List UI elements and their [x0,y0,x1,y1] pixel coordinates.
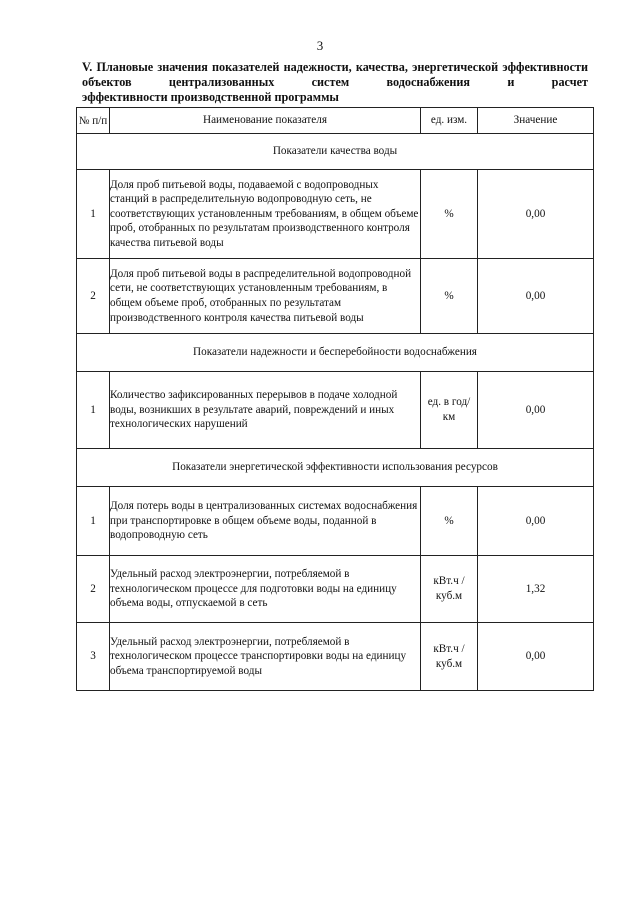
column-header-name: Наименование показателя [110,108,421,134]
section-title-energy: Показатели энергетической эффективности использования ресурсов [77,449,594,487]
row-number: 1 [77,487,110,556]
indicator-name: Доля проб питьевой воды в распределительной водопроводной сети, не соответствующих установленным требованиям, в общем объеме проб, отобранных по результатам производственного контроля качества питьевой воды [110,259,421,334]
table-row [77,170,594,259]
row-number: 3 [77,623,110,691]
section-row [77,334,594,372]
section-title-quality: Показатели качества воды [77,134,594,170]
indicator-value: 0,00 [478,259,594,334]
heading-line-2: эффективности объектов централизованных систем водоснабжения и расчет [82,60,589,89]
indicator-value: 0,00 [478,372,594,449]
indicator-name: Доля потерь воды в централизованных системах водоснабжения при транспортировке в общем объеме воды, поданной в водопроводную сеть [110,487,421,556]
indicator-unit: кВт.ч / куб.м [421,556,478,623]
row-number: 1 [77,372,110,449]
indicator-value: 1,32 [478,556,594,623]
indicator-name: Количество зафиксированных перерывов в подаче холодной воды, возникших в результате аварий, повреждений и иных технологических нарушений [110,372,421,449]
column-header-unit: ед. изм. [421,108,478,134]
section-heading [82,60,588,105]
indicator-name: Доля проб питьевой воды, подаваемой с водопроводных станций в распределительную водопроводную сеть, не соответствующих установленным требованиям, в общем объеме проб, отобранных по результатам производственного контроля качества питьевой воды [110,170,421,259]
indicator-value: 0,00 [478,487,594,556]
table-row [77,372,594,449]
table-header-row [77,108,594,134]
column-header-value: Значение [478,108,594,134]
table-row [77,487,594,556]
indicator-name: Удельный расход электроэнергии, потребляемой в технологическом процессе для подготовки воды на единицу объема воды, отпускаемой в сеть [110,556,421,623]
page-number: 3 [316,38,324,53]
indicator-name: Удельный расход электроэнергии, потребляемой в технологическом процессе транспортировки воды на единицу объема транспортируемой воды [110,623,421,691]
indicator-value: 0,00 [478,170,594,259]
row-number: 2 [77,259,110,334]
indicator-unit: кВт.ч / куб.м [421,623,478,691]
table-row [77,259,594,334]
row-number: 2 [77,556,110,623]
column-header-number: № п/п [77,108,110,134]
indicator-value: 0,00 [478,623,594,691]
indicator-unit: % [421,487,478,556]
heading-line-1: V. Плановые значения показателей надежности, качества, энергетической [82,60,499,74]
indicator-unit: ед. в год/ км [421,372,478,449]
section-row [77,134,594,170]
heading-line-3: эффективности производственной программы [82,90,339,104]
section-row [77,449,594,487]
table-row [77,623,594,691]
table-row [77,556,594,623]
row-number: 1 [77,170,110,259]
indicators-table [76,107,594,691]
section-title-reliability: Показатели надежности и бесперебойности водоснабжения [77,334,594,372]
indicator-unit: % [421,170,478,259]
indicator-unit: % [421,259,478,334]
